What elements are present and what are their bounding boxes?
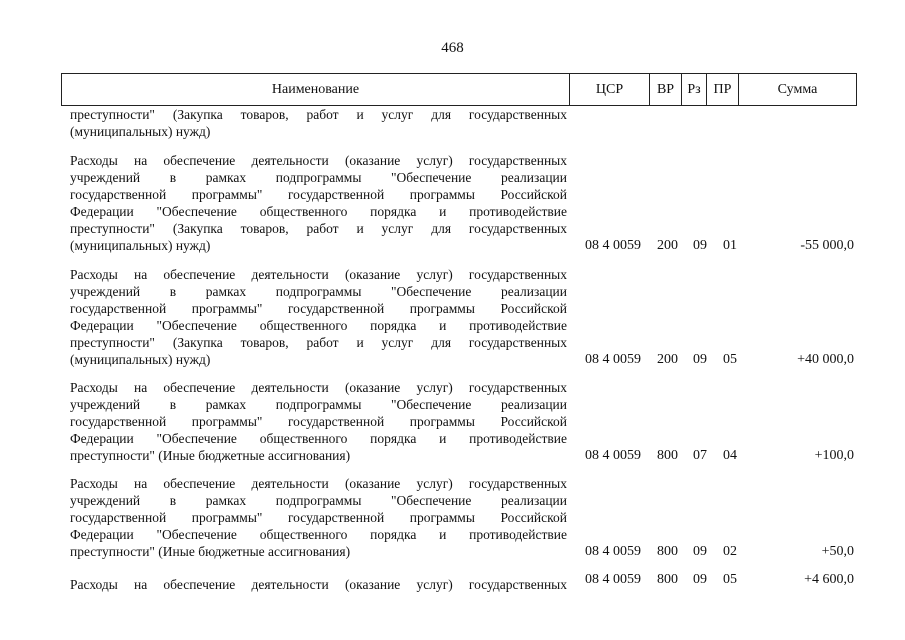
table-row-4-sum: +4 600,0 — [804, 572, 854, 587]
text-line: Расходы на обеспечение деятельности (оказание услуг) государственных — [70, 380, 567, 395]
text-line: преступности" (Закупка товаров, работ и услуг для государственных — [70, 221, 567, 236]
table-row-1-rz: 09 — [693, 352, 707, 367]
text-line: учреждений в рамках подпрограммы "Обеспечение реализации — [70, 397, 567, 412]
text-line: Расходы на обеспечение деятельности (оказание услуг) государственных — [70, 476, 567, 491]
text-line: (муниципальных) нужд) — [70, 124, 211, 139]
header-csr: ЦСР — [569, 74, 649, 105]
text-line: государственной программы" государственной программы Российской — [70, 510, 567, 525]
table-row-3-description — [70, 475, 567, 560]
header-rz: Рз — [681, 74, 706, 105]
table-row-0-description — [70, 152, 567, 254]
text-line: Федерации "Обеспечение общественного порядка и противодействие — [70, 431, 567, 446]
text-line: государственной программы" государственной программы Российской — [70, 301, 567, 316]
table-row-2-pr: 04 — [723, 448, 737, 463]
text-line: преступности" (Закупка товаров, работ и услуг для государственных — [70, 335, 567, 350]
table-row-1-csr: 08 4 0059 — [585, 352, 641, 367]
table-row-2-description — [70, 379, 567, 464]
table-row-1-sum: +40 000,0 — [797, 352, 854, 367]
table-row-0-rz: 09 — [693, 238, 707, 253]
text-line: государственной программы" государственной программы Российской — [70, 414, 567, 429]
text-line: Федерации "Обеспечение общественного порядка и противодействие — [70, 318, 567, 333]
fragment-description — [70, 106, 567, 140]
table-row-2-csr: 08 4 0059 — [585, 448, 641, 463]
text-line: Федерации "Обеспечение общественного порядка и противодействие — [70, 527, 567, 542]
table-row-1-vr: 200 — [657, 352, 678, 367]
table-row-3-csr: 08 4 0059 — [585, 544, 641, 559]
text-line: преступности" (Иные бюджетные ассигнования) — [70, 448, 351, 463]
table-row-2-rz: 07 — [693, 448, 707, 463]
header-name: Наименование — [271, 81, 360, 97]
table-row-2-vr: 800 — [657, 448, 678, 463]
text-line: Федерации "Обеспечение общественного порядка и противодействие — [70, 204, 567, 219]
text-line: учреждений в рамках подпрограммы "Обеспечение реализации — [70, 493, 567, 508]
header-pr: ПР — [706, 74, 738, 105]
text-line: преступности" (Закупка товаров, работ и услуг для государственных — [70, 107, 567, 122]
text-line: учреждений в рамках подпрограммы "Обеспечение реализации — [70, 284, 567, 299]
table-row-0-sum: -55 000,0 — [800, 238, 854, 253]
table-row-4-vr: 800 — [657, 572, 678, 587]
table-row-4-csr: 08 4 0059 — [585, 572, 641, 587]
table-row-2-sum: +100,0 — [814, 448, 854, 463]
table-row-0-vr: 200 — [657, 238, 678, 253]
text-line: государственной программы" государственной программы Российской — [70, 187, 567, 202]
table-row-0-csr: 08 4 0059 — [585, 238, 641, 253]
table-row-3-rz: 09 — [693, 544, 707, 559]
text-line: (муниципальных) нужд) — [70, 352, 211, 367]
text-line: Расходы на обеспечение деятельности (оказание услуг) государственных — [70, 577, 567, 592]
table-row-0-pr: 01 — [723, 238, 737, 253]
table-row-1-description — [70, 266, 567, 368]
table-row-4-rz: 09 — [693, 572, 707, 587]
table-row-3-vr: 800 — [657, 544, 678, 559]
table-row-4-description — [70, 576, 567, 593]
table-header — [61, 73, 857, 106]
page-number: 468 — [441, 40, 464, 56]
text-line: (муниципальных) нужд) — [70, 238, 211, 253]
text-line: Расходы на обеспечение деятельности (оказание услуг) государственных — [70, 153, 567, 168]
text-line: преступности" (Иные бюджетные ассигнования) — [70, 544, 351, 559]
text-line: учреждений в рамках подпрограммы "Обеспечение реализации — [70, 170, 567, 185]
header-vr: ВР — [649, 74, 681, 105]
table-row-3-pr: 02 — [723, 544, 737, 559]
text-line: Расходы на обеспечение деятельности (оказание услуг) государственных — [70, 267, 567, 282]
table-row-3-sum: +50,0 — [821, 544, 854, 559]
table-row-4-pr: 05 — [723, 572, 737, 587]
header-sum: Сумма — [738, 74, 856, 105]
table-row-1-pr: 05 — [723, 352, 737, 367]
